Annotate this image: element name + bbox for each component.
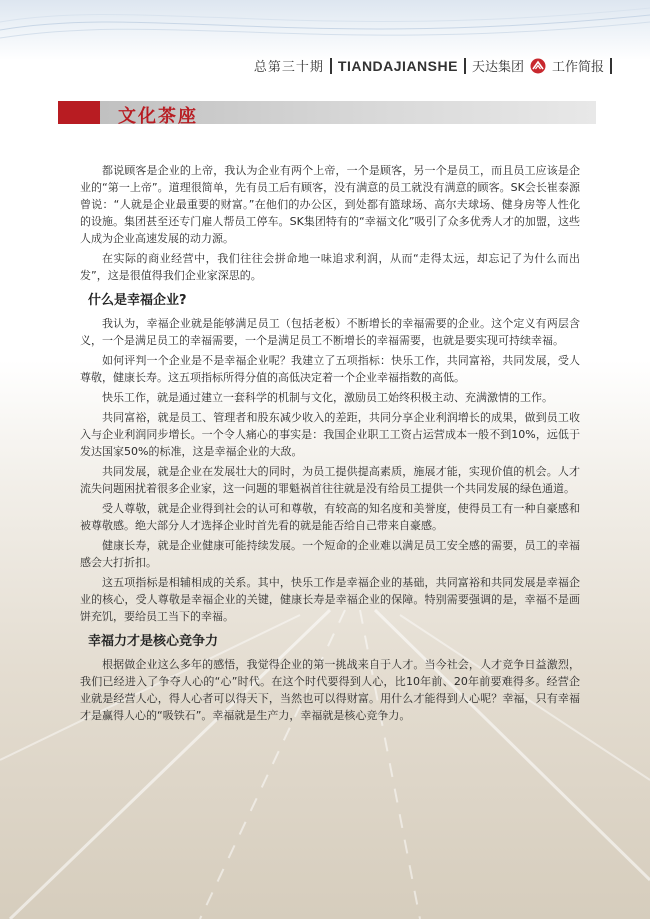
paragraph: 根据做企业这么多年的感悟，我觉得企业的第一挑战来自于人才。当今社会，人才竞争日益激烈，我们已经进入了争夺人心的“心”时代。在这个时代要得到人心，比10年前、20年前要难得多。经营企业就是经营人心，得人心者可以得天下，当然也可以得财富。用什么才能得到人心呢？幸福，只有幸福才是赢得人心的“吸铁石”。幸福就是生产力，幸福就是核心竞争力。 — [80, 658, 580, 722]
tianda-logo-icon — [530, 58, 546, 74]
paragraph: 我认为，幸福企业就是能够满足员工（包括老板）不断增长的幸福需要的企业。这个定义有两层含义，一个是满足员工的幸福需要，一个是满足员工不断增长的幸福需要，也就是要实现可持续幸福。 — [80, 317, 580, 347]
paragraph: 共同发展，就是企业在发展壮大的同时，为员工提供提高素质，施展才能，实现价值的机会。人才流失问题困扰着很多企业家，这一问题的罪魁祸首往往就是没有给员工提供一个共同发展的绿色通道。 — [80, 465, 580, 495]
subheading: 什么是幸福企业? — [88, 293, 187, 308]
issue-number: 总第三十期 — [253, 60, 324, 75]
article-body — [80, 162, 580, 727]
paragraph: 都说顾客是企业的上帝，我认为企业有两个上帝，一个是顾客，另一个是员工，而且员工应该是企业的“第一上帝”。道理很简单，先有员工后有顾客，没有满意的员工就没有满意的顾客。SK会长崔泰源曾说：“人就是企业最重要的财富。”在他们的办公区，到处都有篮球场、高尔夫球场、健身房等人性化的设施。集团甚至还专门雇人帮员工停车。SK集团特有的“幸福文化”吸引了众多优秀人才的加盟，这些人成为企业高速发展的动力源。 — [80, 164, 580, 245]
section-title: 文化茶座 — [118, 106, 198, 127]
section-header-bar — [58, 101, 596, 127]
header-wave-background — [0, 0, 650, 60]
paragraph: 快乐工作，就是通过建立一套科学的机制与文化，激励员工始终积极主动、充满激情的工作。 — [102, 391, 553, 404]
paragraph: 如何评判一个企业是不是幸福企业呢？我建立了五项指标：快乐工作，共同富裕，共同发展，受人尊敬，健康长寿。这五项指标所得分值的高低决定着一个企业幸福指数的高低。 — [80, 354, 580, 384]
paragraph: 受人尊敬，就是企业得到社会的认可和尊敬，有较高的知名度和美誉度，使得员工有一种自豪感和被尊敬感。绝大部分人才选择企业时首先看的就是能否给自己带来自豪感。 — [80, 502, 580, 532]
company-name: 天达集团 — [471, 60, 524, 75]
paragraph: 在实际的商业经营中，我们往往会拼命地一味追求利润，从而“走得太远，却忘记了为什么而出发”，这是很值得我们企业家深思的。 — [80, 252, 580, 282]
paragraph: 健康长寿，就是企业健康可能持续发展。一个短命的企业难以满足员工安全感的需要，员工的幸福感会大打折扣。 — [80, 539, 580, 569]
brand-name: TIANDAJIANSHE — [337, 57, 458, 74]
subheading: 幸福力才是核心竞争力 — [88, 634, 219, 649]
paragraph: 共同富裕，就是员工、管理者和股东减少收入的差距，共同分享企业利润增长的成果，做到员工收入与企业利润同步增长。一个令人痛心的事实是：我国企业职工工资占运营成本一般不到10%，远低于发达国家50%的标准，这是幸福企业的大敌。 — [80, 411, 580, 458]
section-accent-block — [58, 101, 100, 124]
publication-name: 工作简报 — [551, 60, 604, 75]
paragraph: 这五项指标是相辅相成的关系。其中，快乐工作是幸福企业的基础，共同富裕和共同发展是幸福企业的核心，受人尊敬是幸福企业的关键，健康长寿是幸福企业的保障。特别需要强调的是，幸福不是画饼充饥，要给员工当下的幸福。 — [80, 576, 580, 623]
masthead-divider — [610, 58, 612, 74]
masthead-divider — [330, 58, 332, 74]
masthead-divider — [464, 58, 466, 74]
masthead — [254, 56, 612, 75]
wave-lines-decoration — [0, 0, 650, 60]
